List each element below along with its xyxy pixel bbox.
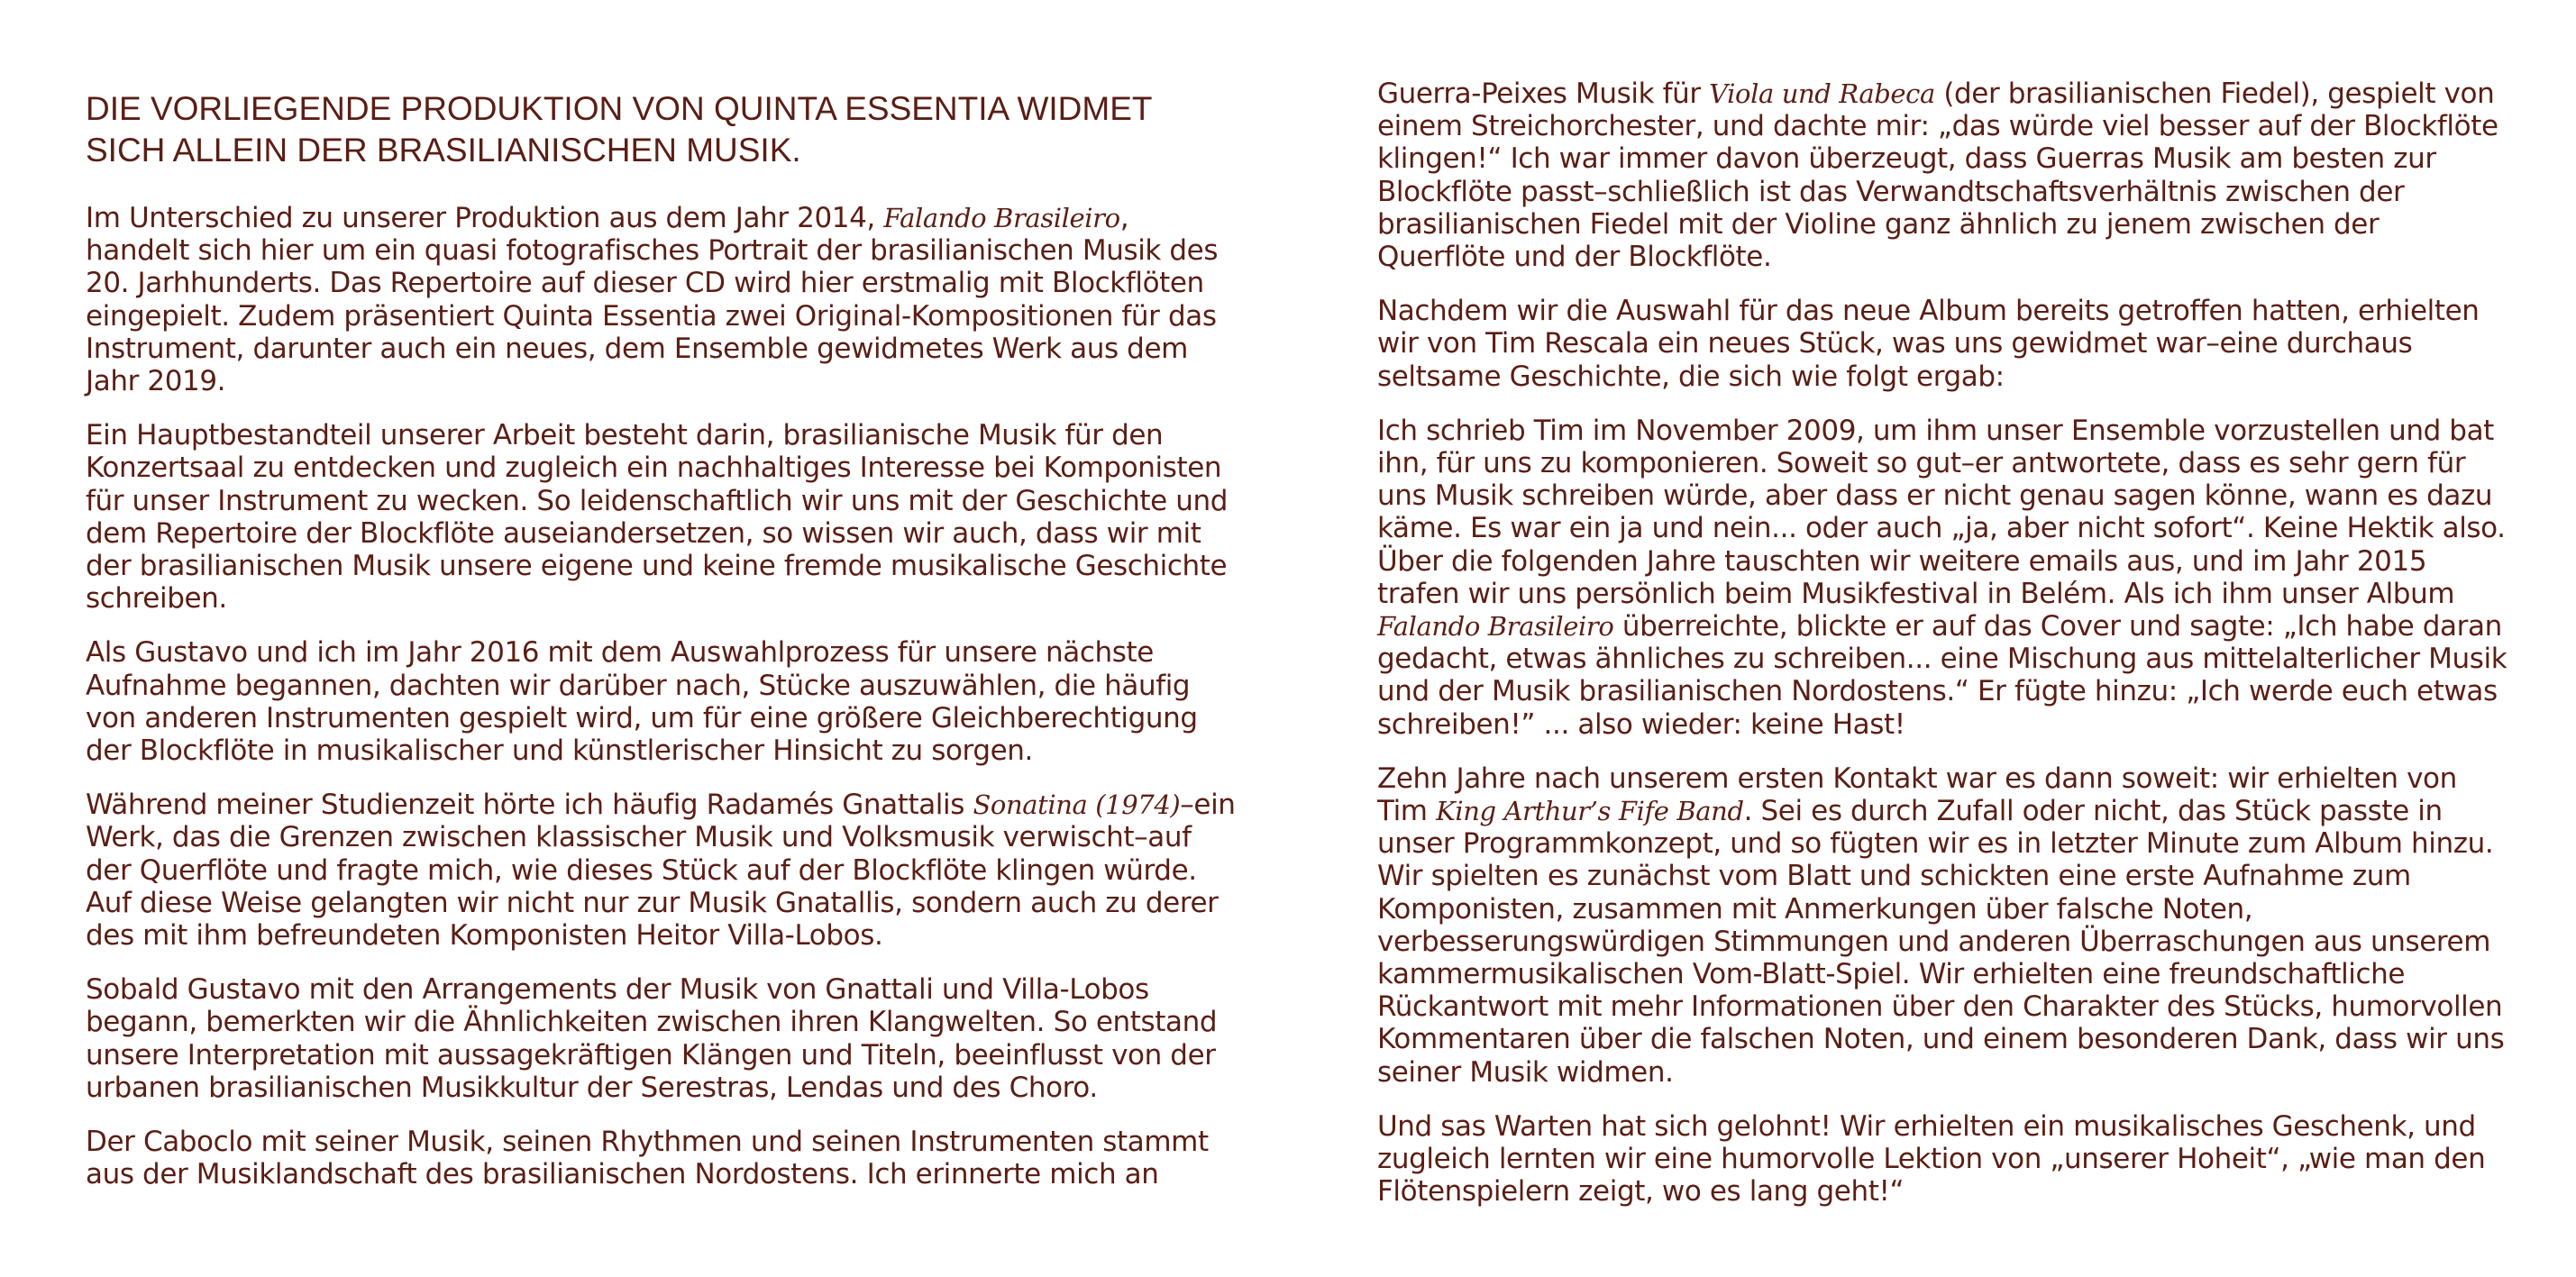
paragraph-3: Als Gustavo und ich im Jahr 2016 mit dem Auswahlprozess für unsere nächste Aufnahme begannen, dachten wir darüber nach, Stücke auszuwählen, die häufig von anderen Instrumenten gespielt wird, um für eine größere Gleichberechtigung der Blockflöte in musikalischer und künstlerischer Hinsicht zu sorgen. [86,636,1198,768]
album-title-falando-brasileiro: Falando Brasileiro [883,203,1120,233]
work-title-viola-rabeca: Viola und Rabeca [1709,78,1935,109]
paragraph-1-text-b: , handelt sich hier um ein quasi fotografisches Portrait der brasilianischen Musik des 20. Jarhhunderts. Das Repertoire auf dieser CD wird hier erstmalig mit Blockflöten eingepielt. Zudem präsentiert Quinta Essentia zwei Original-Kompositionen für das Instrument, darunter auch ein neues, dem Ensemble gewidmetes Werk aus dem Jahr 2019. [86,202,1219,398]
paragraph-9-text-a: Ich schrieb Tim im November 2009, um ihm unser Ensemble vorzustellen und bat ihn, für uns zu komponieren. Soweit so gut–er antwortete, dass es sehr gern für uns Musik schreiben würde, aber dass er nicht genau sagen könne, wann es dazu käme. Es war ein ja und nein... oder auch „ja, aber nicht sofort“. Keine Hektik also. Über die folgenden Jahre tauschten wir weitere emails aus, und im Jahr 2015 trafen wir uns persönlich beim Musikfestival in Belém. Als ich ihm unser Album [1377,414,2506,610]
work-title-king-arthurs-fife-band: King Arthur’s Fife Band [1436,796,1744,827]
right-column [1377,78,2513,1230]
paragraph-11: Und sas Warten hat sich gelohnt! Wir erhielten ein musikalisches Geschenk, und zugleich lernten wir eine humorvolle Lektion von „unserer Hoheit“, „wie man den Flötenspielern zeigt, wo es lang geht!“ [1377,1109,2486,1209]
paragraph-9 [1377,415,2513,741]
paragraph-7-text-b: (der brasilianischen Fiedel), gespielt von einem Streichorchester, und dachte mir: „das würde viel besser auf der Blockflöte klingen!“ Ich war immer davon überzeugt, dass Guerras Musik am besten zur Blockflöte passt–schließlich ist das Verwandtschaftsverhältnis zwischen der brasilianischen Fiedel mit der Violine ganz ähnlich zu jenem zwischen der Querflöte und der Blockflöte. [1377,78,2498,274]
paragraph-1-text-a: Im Unterschied zu unserer Produktion aus dem Jahr 2014, [86,202,884,234]
paragraph-10 [1377,762,2513,1089]
work-title-sonatina: Sonatina (1974) [973,789,1181,821]
section-heading: DIE VORLIEGENDE PRODUKTION VON QUINTA ESSENTIA WIDMET SICH ALLEIN DER BRASILIANISCHEN MUSIK. [86,90,1152,169]
paragraph-4-text-b: –ein Werk, das die Grenzen zwischen klassischer Musik und Volksmusik verwischt–auf der Querflöte und fragte mich, wie dieses Stück auf der Blockflöte klingen würde. Auf diese Weise gelangten wir nicht nur zur Musik Gnatallis, sondern auch zu derer des mit ihm befreundeten Komponisten Heitor Villa-Lobos. [86,789,1236,953]
paragraph-4 [86,789,1239,952]
paragraph-10-text-b: . Sei es durch Zufall oder nicht, das Stück passte in unser Programmkonzept, und so fügten wir es in letzter Minute zum Album hinzu. Wir spielten es zunächst vom Blatt und schickten eine erste Aufnahme zum Komponisten, zusammen mit Anmerkungen über falsche Noten, verbesserungswürdigen Stimmungen und anderen Überraschungen aus unserem kammermusikalischen Vom-Blatt-Spiel. Wir erhielten eine freundschaftliche Rückantwort mit mehr Informationen über den Charakter des Stücks, humorvollen Kommentaren über die falschen Noten, und einem besonderen Dank, dass wir uns seiner Musik widmen. [1377,795,2505,1089]
paragraph-6: Der Caboclo mit seiner Musik, seinen Rhythmen und seinen Instrumenten stammt aus der Musiklandschaft des brasilianischen Nordostens. Ich erinnerte mich an [86,1126,1209,1191]
paragraph-2: Ein Hauptbestandteil unserer Arbeit besteht darin, brasilianische Musik für den Konzertsaal zu entdecken und zugleich ein nachhaltiges Interesse bei Komponisten für unser Instrument zu wecken. So leidenschaftlich wir uns mit der Geschichte und dem Repertoire der Blockflöte auseiandersetzen, so wissen wir auch, dass wir mit der brasilianischen Musik unsere eigene und keine fremde musikalische Geschichte schreiben. [86,419,1229,616]
paragraph-4-text-a: Während meiner Studienzeit hörte ich häufig Radamés Gnattalis [86,789,973,822]
paragraph-1 [86,202,1239,397]
paragraph-8: Nachdem wir die Auswahl für das neue Album bereits getroffen hatten, erhielten wir von Tim Rescala ein neues Stück, was uns gewidmet war–eine durchaus seltsame Geschichte, die sich wie folgt ergab: [1377,295,2480,393]
paragraph-9-text-b: überreichte, blickte er auf das Cover und sagte: „Ich habe daran gedacht, etwas ähnliches zu schreiben... eine Mischung aus mittelalterlicher Musik und der Musik brasilianischen Nordostens.“ Er fügte hinzu: „Ich werde euch etwas schreiben!” ... also wieder: keine Hast! [1377,610,2507,741]
paragraph-7 [1377,78,2513,273]
paragraph-7-text-a: Guerra-Peixes Musik für [1377,78,1710,110]
album-title-falando-brasileiro-2: Falando Brasileiro [1377,611,1614,643]
paragraph-10-text-a: Zehn Jahre nach unserem ersten Kontakt war es dann soweit: wir erhielten von Tim [1377,762,2457,828]
paragraph-5: Sobald Gustavo mit den Arrangements der Musik von Gnattali und Villa-Lobos begann, bemerkten wir die Ähnlichkeiten zwischen ihren Klangwelten. So entstand unsere Interpretation mit aussagekräftigen Klängen und Titeln, beeinflusst von der urbanen brasilianischen Musikkultur der Serestras, Lendas und des Choro. [86,973,1218,1104]
left-column [86,81,1239,1212]
